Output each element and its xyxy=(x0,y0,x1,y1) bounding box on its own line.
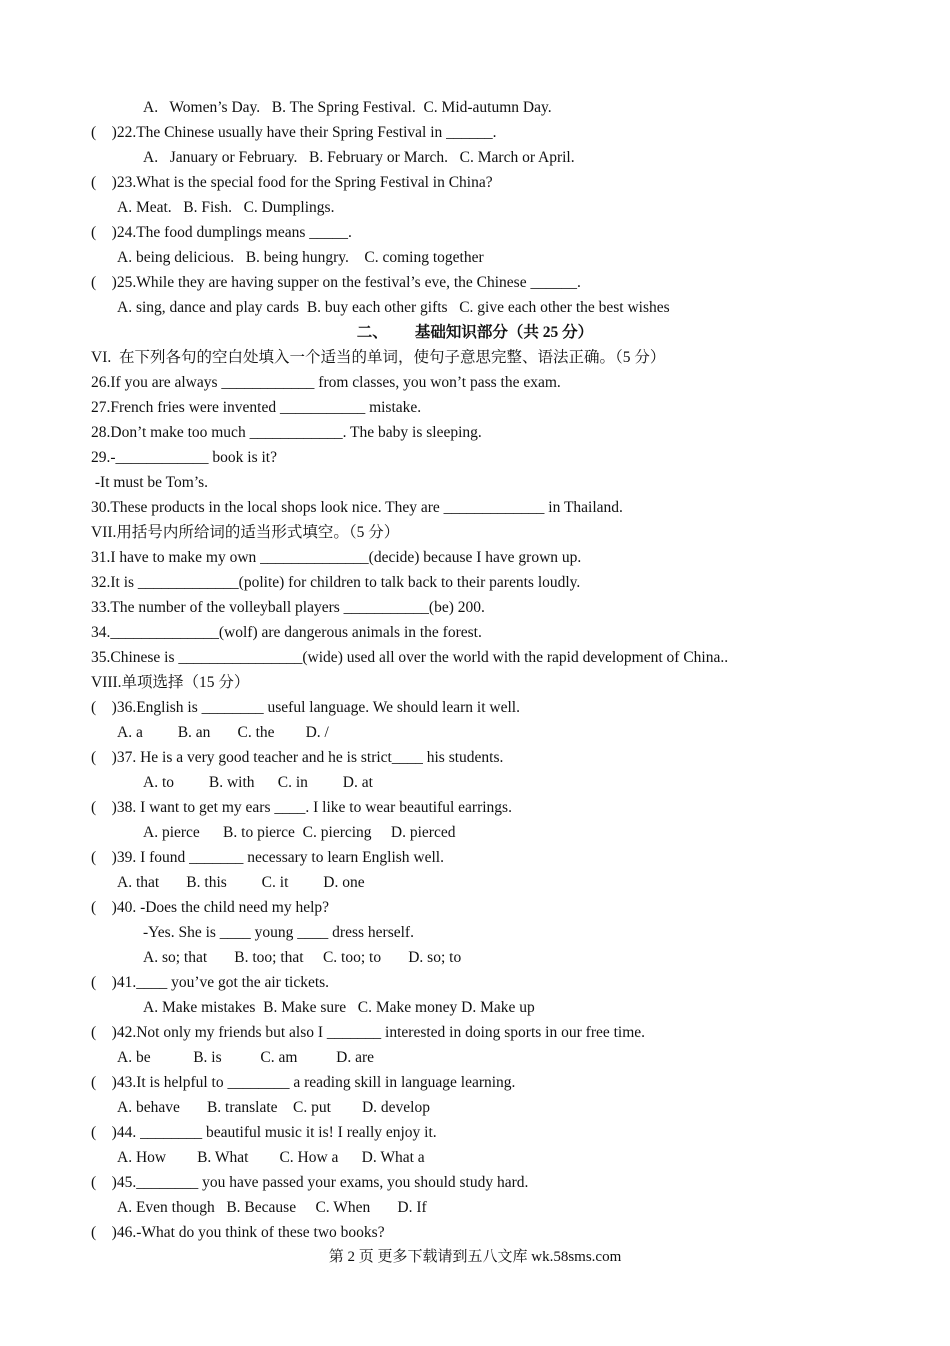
q45-options: A. Even though B. Because C. When D. If xyxy=(117,1199,427,1216)
question-38: ( )38. I want to get my ears ____. I like to wear beautiful earrings. xyxy=(91,799,512,816)
q40-options: A. so; that B. too; that C. too; to D. so; to xyxy=(143,949,462,966)
question-34: 34.______________(wolf) are dangerous animals in the forest. xyxy=(91,624,482,641)
question-29: 29.-____________ book is it? xyxy=(91,449,277,466)
question-27: 27.French fries were invented ___________ mistake. xyxy=(91,399,422,416)
q43-options: A. behave B. translate C. put D. develop xyxy=(117,1099,430,1116)
question-22: ( )22.The Chinese usually have their Spring Festival in ______. xyxy=(91,124,497,141)
question-40-reply: -Yes. She is ____ young ____ dress herself. xyxy=(143,924,414,941)
q39-options: A. that B. this C. it D. one xyxy=(117,874,365,891)
question-29-reply: -It must be Tom’s. xyxy=(91,474,209,491)
question-28: 28.Don’t make too much ____________. The baby is sleeping. xyxy=(91,424,482,441)
question-45: ( )45.________ you have passed your exams, you should study hard. xyxy=(91,1174,529,1191)
question-31: 31.I have to make my own ______________(decide) because I have grown up. xyxy=(91,549,582,566)
question-46: ( )46.-What do you think of these two books? xyxy=(91,1224,385,1241)
question-44: ( )44. ________ beautiful music it is! I really enjoy it. xyxy=(91,1124,437,1141)
question-33: 33.The number of the volleyball players ___________(be) 200. xyxy=(91,599,485,616)
page-footer: 第 2 页 更多下载请到五八文库 wk.58sms.com xyxy=(328,1249,622,1265)
q44-options: A. How B. What C. How a D. What a xyxy=(117,1149,425,1166)
question-26: 26.If you are always ____________ from classes, you won’t pass the exam. xyxy=(91,374,561,391)
q41-options: A. Make mistakes B. Make sure C. Make money D. Make up xyxy=(143,999,535,1016)
question-25: ( )25.While they are having supper on the festival’s eve, the Chinese ______. xyxy=(91,274,581,291)
question-39: ( )39. I found _______ necessary to learn English well. xyxy=(91,849,444,866)
question-41: ( )41.____ you’ve got the air tickets. xyxy=(91,974,330,991)
question-35: 35.Chinese is ________________(wide) used all over the world with the rapid development of China.. xyxy=(91,649,729,666)
section-vi-title: VI. 在下列各句的空白处填入一个适当的单词，使句子意思完整、语法正确。（5 分） xyxy=(91,349,666,366)
question-40: ( )40. -Does the child need my help? xyxy=(91,899,330,916)
question-37: ( )37. He is a very good teacher and he is strict____ his students. xyxy=(91,749,504,766)
section-heading: 二、 基础知识部分（共 25 分） xyxy=(356,324,594,341)
section-viii-title: VIII.单项选择（15 分） xyxy=(91,674,250,691)
q36-options: A. a B. an C. the D. / xyxy=(117,724,329,741)
q23-options: A. Meat. B. Fish. C. Dumplings. xyxy=(117,199,335,216)
question-32: 32.It is _____________(polite) for children to talk back to their parents loudly. xyxy=(91,574,581,591)
q21-options: A. Women’s Day. B. The Spring Festival. C. Mid-autumn Day. xyxy=(143,99,552,116)
q38-options: A. pierce B. to pierce C. piercing D. pierced xyxy=(143,824,456,841)
q37-options: A. to B. with C. in D. at xyxy=(143,774,373,791)
q25-options: A. sing, dance and play cards B. buy each other gifts C. give each other the best wishes xyxy=(117,299,670,316)
question-36: ( )36.English is ________ useful language. We should learn it well. xyxy=(91,699,520,716)
question-42: ( )42.Not only my friends but also I _______ interested in doing sports in our free time. xyxy=(91,1024,646,1041)
section-vii-title: VII.用括号内所给词的适当形式填空。（5 分） xyxy=(91,524,400,541)
q42-options: A. be B. is C. am D. are xyxy=(117,1049,375,1066)
question-30: 30.These products in the local shops look nice. They are _____________ in Thailand. xyxy=(91,499,623,516)
q24-options: A. being delicious. B. being hungry. C. coming together xyxy=(117,249,484,266)
question-24: ( )24.The food dumplings means _____. xyxy=(91,224,352,241)
question-43: ( )43.It is helpful to ________ a reading skill in language learning. xyxy=(91,1074,516,1091)
question-23: ( )23.What is the special food for the Spring Festival in China? xyxy=(91,174,493,191)
q22-options: A. January or February. B. February or March. C. March or April. xyxy=(143,149,575,166)
